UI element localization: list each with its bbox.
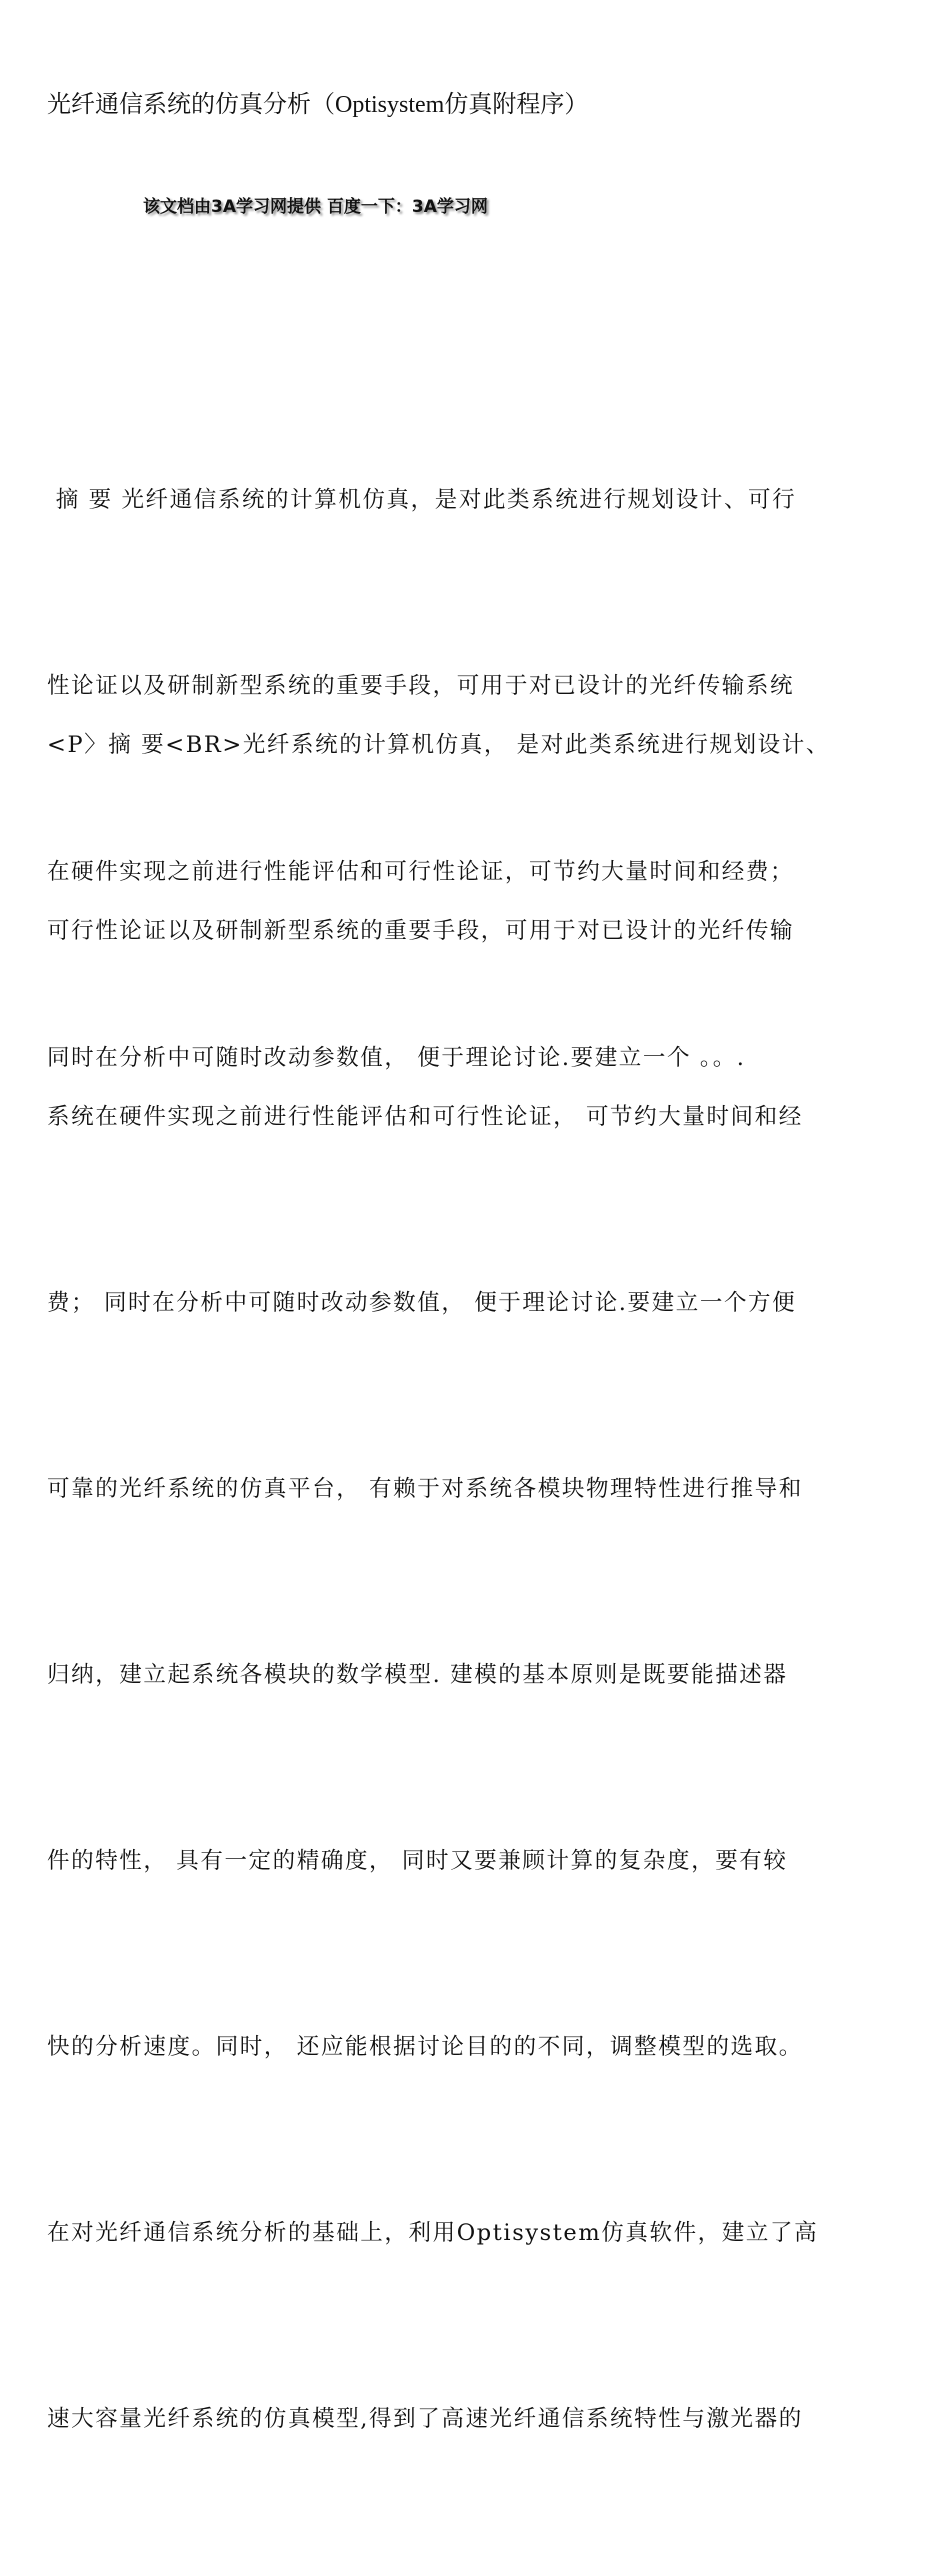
paragraph-line: <P〉摘 要<BR>光纤系统的计算机仿真， 是对此类系统进行规划设计、: [47, 732, 830, 758]
paragraph-line: 同时在分析中可随时改动参数值， 便于理论讨论.要建立一个 。。.: [47, 1045, 746, 1071]
paragraph-line: 归纳，建立起系统各模块的数学模型. 建模的基本原则是既要能描述器: [47, 1662, 788, 1688]
document-title: 光纤通信系统的仿真分析（Optisystem仿真附程序）: [47, 92, 589, 118]
paragraph-line: 性论证以及研制新型系统的重要手段，可用于对已设计的光纤传输系统: [47, 673, 795, 699]
paragraph-line: 摘 要 光纤通信系统的计算机仿真，是对此类系统进行规划设计、可行: [47, 487, 797, 513]
paragraph-line: 速大容量光纤系统的仿真模型,得到了高速光纤通信系统特性与激光器的: [47, 2406, 803, 2432]
paragraph-line: 在硬件实现之前进行性能评估和可行性论证，可节约大量时间和经费；: [47, 859, 795, 885]
abstract-paragraph-2: [47, 590, 905, 2574]
paragraph-line: 可行性论证以及研制新型系统的重要手段，可用于对已设计的光纤传输: [47, 918, 795, 944]
paragraph-line: 快的分析速度。同时， 还应能根据讨论目的的不同，调整模型的选取。: [47, 2034, 803, 2060]
source-watermark: 该文档由3A学习网提供 百度一下：3A学习网: [143, 197, 488, 217]
paragraph-line: 费； 同时在分析中可随时改动参数值， 便于理论讨论.要建立一个方便: [47, 1290, 797, 1316]
paragraph-line: 系统在硬件实现之前进行性能评估和可行性论证， 可节约大量时间和经: [47, 1104, 803, 1130]
paragraph-line: 件的特性， 具有一定的精确度， 同时又要兼顾计算的复杂度，要有较: [47, 1848, 788, 1874]
paragraph-line: 在对光纤通信系统分析的基础上，利用Optisystem仿真软件，建立了高: [47, 2220, 819, 2246]
paragraph-line: 可靠的光纤系统的仿真平台， 有赖于对系统各模块物理特性进行推导和: [47, 1476, 803, 1502]
